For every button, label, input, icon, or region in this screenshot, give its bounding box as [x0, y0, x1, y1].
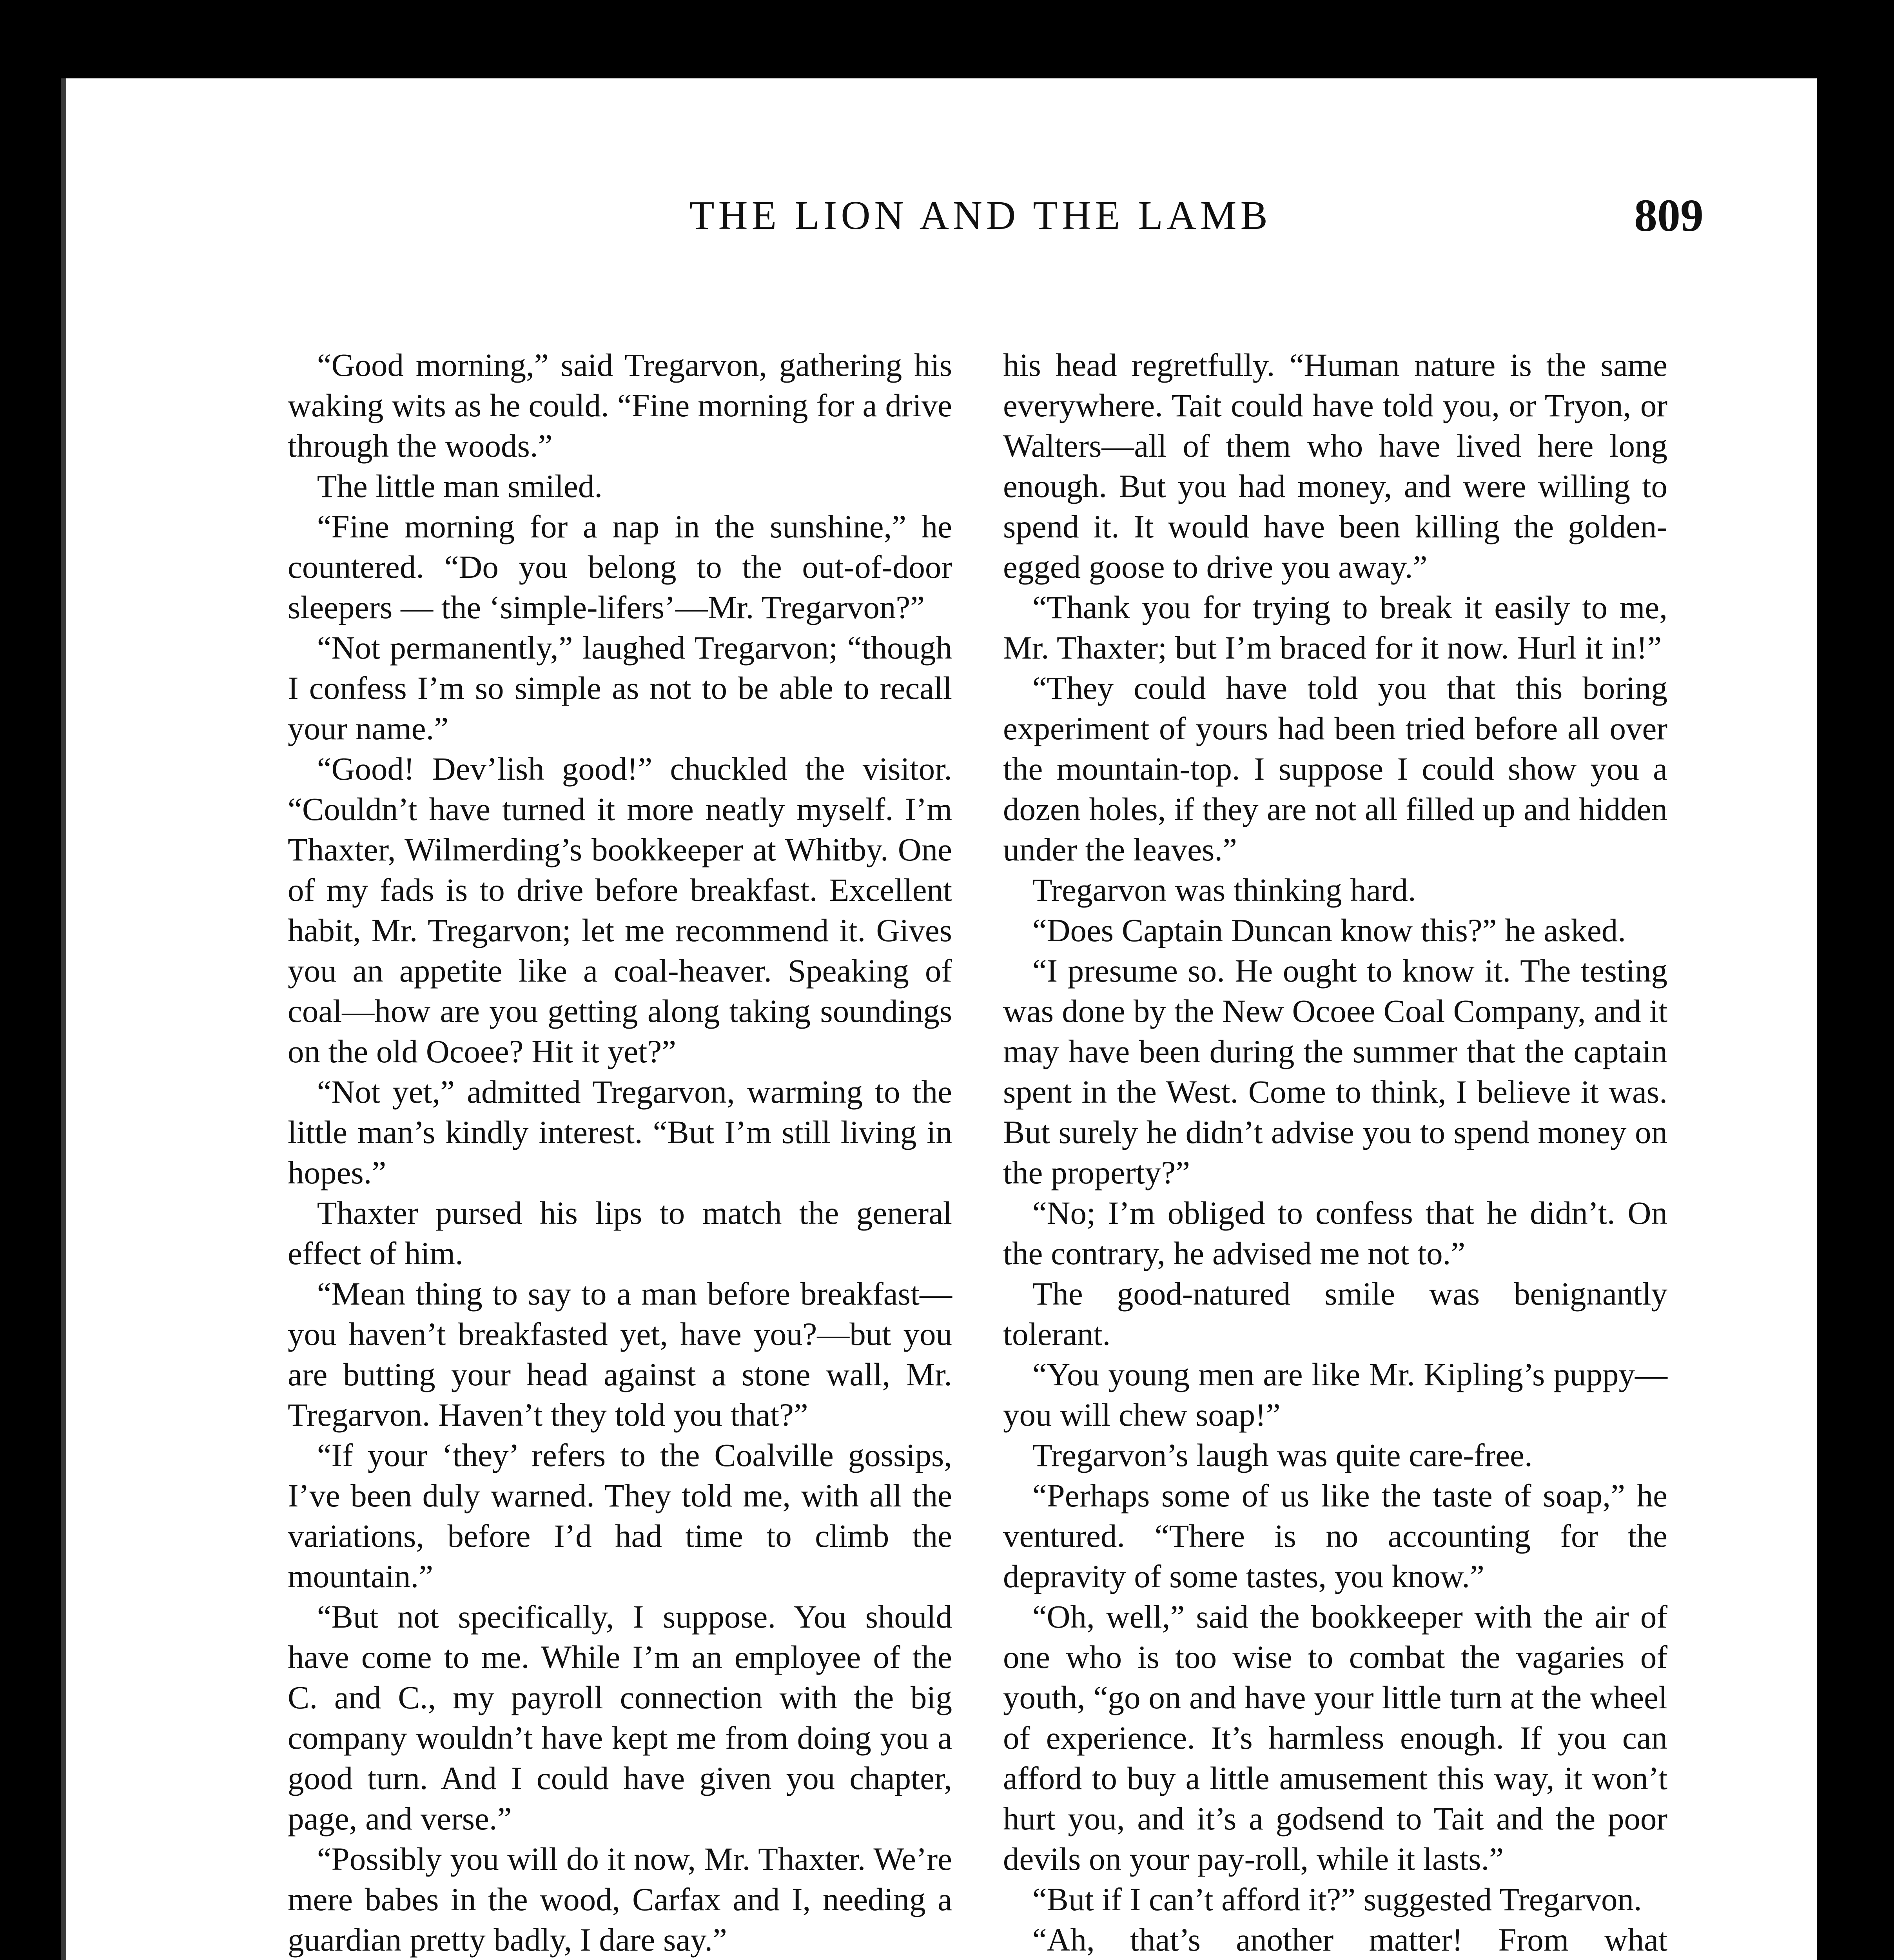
- running-title: THE LION AND THE LAMB: [689, 193, 1272, 238]
- book-page: [61, 78, 1817, 1960]
- paragraph: “Good! Dev’lish good!” chuckled the visitor. “Couldn’t have turned it more neatly myself. I’m Thaxter, Wilmerding’s bookkeeper at Whitby. One of my fads is to drive before breakfast. Excellent habit, Mr. Tregarvon; let me recommend it. Gives you an appetite like a coal-heaver. Speaking of coal—how are you getting along taking soundings on the old Ocoee? Hit it yet?”: [288, 751, 952, 1069]
- paragraph: “Not yet,” admitted Tregarvon, warming to the little man’s kindly interest. “But I’m still living in hopes.”: [288, 1074, 952, 1191]
- paragraph: Tregarvon’s laugh was quite care-free.: [1032, 1437, 1533, 1473]
- left-column: [288, 345, 952, 1960]
- paragraph: “You young men are like Mr. Kipling’s puppy—you will chew soap!”: [1003, 1356, 1667, 1433]
- paragraph: his head regretfully. “Human nature is the same everywhere. Tait could have told you, or Tryon, or Walters—all of them who have lived here long enough. But you had money, and were willing to spend it. It would have been killing the golden-egged goose to drive you away.”: [1003, 347, 1667, 585]
- paragraph: “Does Captain Duncan know this?” he asked.: [1032, 912, 1626, 948]
- paragraph: Tregarvon was thinking hard.: [1032, 872, 1416, 908]
- paragraph: “Perhaps some of us like the taste of soap,” he ventured. “There is no accounting for the depravity of some tastes, you know.”: [1003, 1477, 1667, 1594]
- paragraph: “No; I’m obliged to confess that he didn’t. On the contrary, he advised me not to.”: [1003, 1195, 1667, 1271]
- paragraph: “Not permanently,” laughed Tregarvon; “though I confess I’m so simple as not to be able to recall your name.”: [288, 630, 952, 746]
- paragraph: “I presume so. He ought to know it. The testing was done by the New Ocoee Coal Company, and it may have been during the summer that the captain spent in the West. Come to think, I believe it was. But surely he didn’t advise you to spend money on the property?”: [1003, 953, 1667, 1191]
- paragraph: “Thank you for trying to break it easily to me, Mr. Thaxter; but I’m braced for it now. Hurl it in!”: [1003, 589, 1667, 666]
- paragraph: The little man smiled.: [317, 468, 603, 504]
- paragraph: “But not specifically, I suppose. You should have come to me. While I’m an employee of the C. and C., my payroll connection with the big company wouldn’t have kept me from doing you a good turn. And I could have given you chapter, page, and verse.”: [288, 1599, 952, 1837]
- paragraph: Thaxter pursed his lips to match the general effect of him.: [288, 1195, 952, 1271]
- page-number: 809: [1634, 190, 1704, 241]
- page-header: [66, 192, 1817, 270]
- paragraph: “But if I can’t afford it?” suggested Tregarvon.: [1032, 1881, 1642, 1917]
- paragraph: “Ah, that’s another matter! From what: [1032, 1922, 1667, 1958]
- paragraph: The good-natured smile was benignantly tolerant.: [1003, 1276, 1667, 1352]
- paragraph: “They could have told you that this boring experiment of yours had been tried before all over the mountain-top. I suppose I could show you a dozen holes, if they are not all filled up and hidden under the leaves.”: [1003, 670, 1667, 867]
- paragraph: “Oh, well,” said the bookkeeper with the air of one who is too wise to combat the vagaries of youth, “go on and have your little turn at the wheel of experience. It’s harmless enough. If you can afford to buy a little amusement this way, it won’t hurt you, and it’s a godsend to Tait and the poor devils on your pay-roll, while it lasts.”: [1003, 1599, 1667, 1877]
- right-column: [1003, 345, 1667, 1960]
- paragraph: “Good morning,” said Tregarvon, gathering his waking wits as he could. “Fine morning for a drive through the woods.”: [288, 347, 952, 464]
- paragraph: “Mean thing to say to a man before breakfast—you haven’t breakfasted yet, have you?—but you are butting your head against a stone wall, Mr. Tregarvon. Haven’t they told you that?”: [288, 1276, 952, 1433]
- paragraph: “Possibly you will do it now, Mr. Thaxter. We’re mere babes in the wood, Carfax and I, needing a guardian pretty badly, I dare say.”: [288, 1841, 952, 1958]
- paragraph: “Fine morning for a nap in the sunshine,” he countered. “Do you belong to the out-of-door sleepers — the ‘simple-lifers’—Mr. Tregarvon?”: [288, 508, 952, 625]
- paragraph: “If your ‘they’ refers to the Coalville gossips, I’ve been duly warned. They told me, with all the variations, before I’d had time to climb the mountain.”: [288, 1437, 952, 1594]
